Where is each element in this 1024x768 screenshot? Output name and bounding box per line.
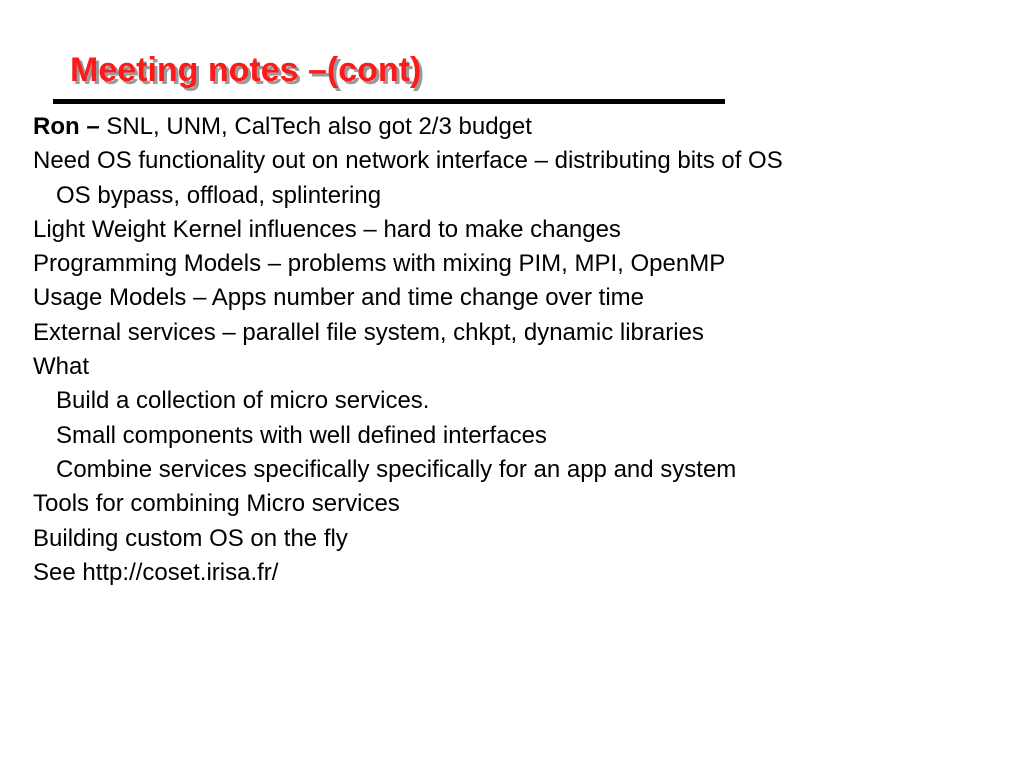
slide-body: [33, 110, 993, 590]
line-text: Programming Models – problems with mixing PIM, MPI, OpenMP: [33, 250, 726, 278]
line-text: Light Weight Kernel influences – hard to make changes: [33, 215, 621, 243]
line-text: What: [33, 353, 90, 381]
slide-text-line: [33, 179, 993, 213]
slide-text-line: [33, 316, 993, 350]
slide-text-line: [33, 213, 993, 247]
slide-text-line: [33, 522, 993, 556]
line-text: Small components with well defined interfaces: [56, 421, 547, 449]
line-text: OS bypass, offload, splintering: [56, 181, 382, 209]
line-text: Building custom OS on the fly: [33, 524, 348, 552]
slide-text-line: [33, 419, 993, 453]
line-text: Usage Models – Apps number and time change over time: [33, 284, 645, 312]
slide-text-line: [33, 556, 993, 590]
line-text: Combine services specifically specifically for an app and system: [56, 455, 737, 483]
line-text: SNL, UNM, CalTech also got 2/3 budget: [106, 113, 532, 140]
slide-title: Meeting notes –(cont): [70, 51, 422, 89]
line-text: External services – parallel file system, chkpt, dynamic libraries: [33, 318, 704, 346]
slide-text-line: [33, 487, 993, 521]
slide-text-line: [33, 247, 993, 281]
slide-text-line: [33, 110, 993, 144]
slide-text-line: [33, 144, 993, 178]
speaker-name: Ron –: [33, 113, 107, 140]
line-text: Tools for combining Micro services: [33, 490, 400, 518]
title-underline: [53, 99, 725, 104]
slide-text-line: [33, 350, 993, 384]
line-text: Build a collection of micro services.: [56, 387, 430, 415]
slide-text-line: [33, 281, 993, 315]
slide-text-line: [33, 384, 993, 418]
line-text: See http://coset.irisa.fr/: [33, 558, 279, 586]
line-text: Need OS functionality out on network interface – distributing bits of OS: [33, 147, 783, 175]
slide-text-line: [33, 453, 993, 487]
